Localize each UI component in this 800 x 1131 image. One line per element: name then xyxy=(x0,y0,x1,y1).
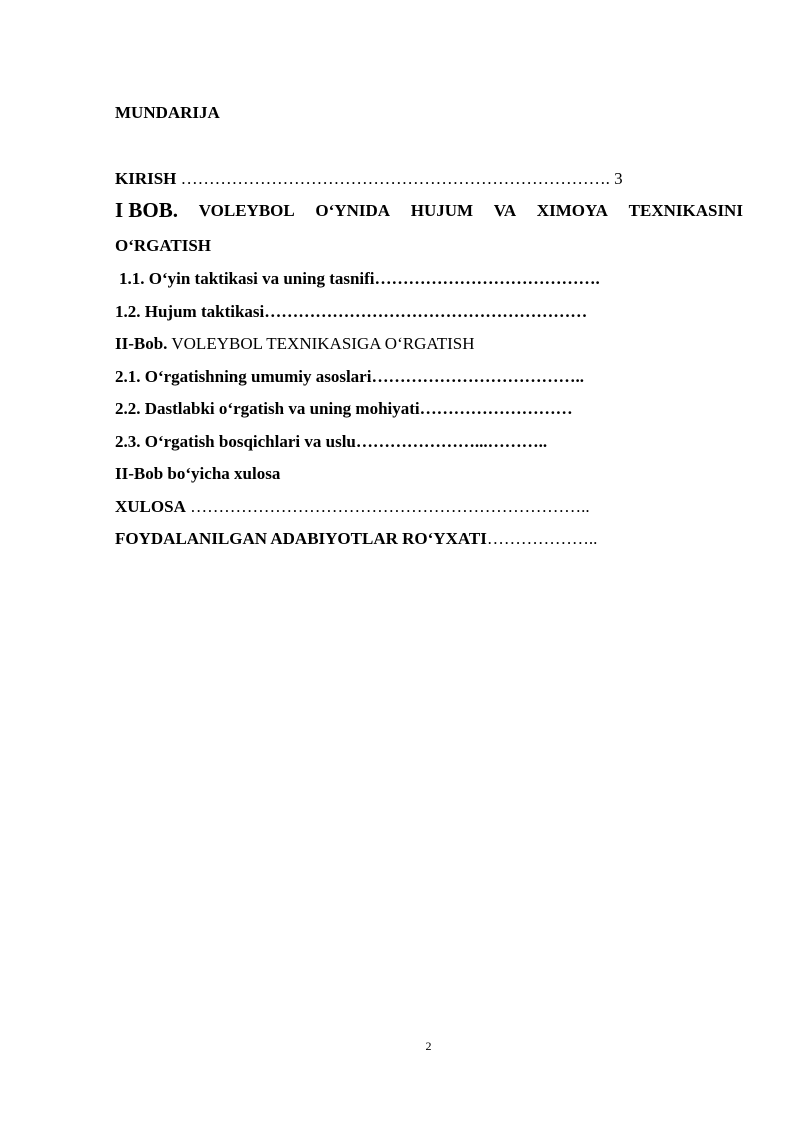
toc-entry-label: 2.1. O‘rgatishning umumiy asoslari xyxy=(115,367,372,386)
toc-entry-bob2[interactable] xyxy=(115,334,475,354)
toc-page-number: 3 xyxy=(614,169,623,188)
toc-leader-dots: …………………...……….. xyxy=(355,432,548,451)
toc-leader-dots: ……………………… xyxy=(419,399,573,418)
toc-entry-label: 2.2. Dastlabki o‘rgatish va uning mohiyati xyxy=(115,399,420,418)
toc-entry-label: 2.3. O‘rgatish bosqichlari va uslu xyxy=(115,432,356,451)
toc-entry-label: 1.1. O‘yin taktikasi va uning tasnifi xyxy=(119,269,375,288)
toc-leader-dots: …………………………………………………………………. xyxy=(176,169,615,188)
toc-leader-dots: ………………………………………………… xyxy=(264,302,588,321)
toc-entry-bob1-continued: O‘RGATISH xyxy=(115,236,212,255)
toc-leader-dots: ……………….. xyxy=(486,529,598,548)
toc-bob1-word: O‘YNIDA xyxy=(315,201,391,220)
page-title: MUNDARIJA xyxy=(115,103,220,122)
toc-leader-dots: ……………………………….. xyxy=(371,367,584,386)
toc-leader-dots: …………………………………………………………….. xyxy=(185,497,590,516)
toc-entry-prefix: II-Bob. xyxy=(115,334,168,353)
toc-entry-label: VOLEYBOL TEXNIKASIGA O‘RGATISH xyxy=(167,334,475,353)
toc-entry-xulosa[interactable] xyxy=(115,497,590,517)
toc-leader-dots: …………………………………. xyxy=(374,269,600,288)
toc-entry-1-2[interactable] xyxy=(115,302,587,322)
toc-entry-label: KIRISH xyxy=(115,169,177,188)
toc-bob1-word: HUJUM xyxy=(410,201,474,220)
toc-entry-foydalanilgan[interactable] xyxy=(115,529,597,549)
toc-bob1-word: VOLEYBOL xyxy=(198,201,295,220)
toc-entry-kirish[interactable] xyxy=(115,169,623,189)
toc-entry-bob1[interactable] xyxy=(115,198,743,222)
toc-entry-2-1[interactable] xyxy=(115,367,584,387)
toc-entry-label: FOYDALANILGAN ADABIYOTLAR RO‘YXATI xyxy=(115,529,487,548)
toc-bob1-word: VA xyxy=(493,201,517,220)
toc-entry-2-2[interactable] xyxy=(115,399,573,419)
toc-entry-2-3[interactable] xyxy=(115,432,547,452)
toc-entry-label: XULOSA xyxy=(115,497,186,516)
toc-entry-bob2-summary[interactable] xyxy=(115,464,280,484)
toc-entry-1-1[interactable] xyxy=(119,269,600,289)
toc-entry-label: II-Bob bo‘yicha xulosa xyxy=(115,464,281,483)
toc-entry-label: 1.2. Hujum taktikasi xyxy=(115,302,265,321)
toc-bob1-word: I BOB. xyxy=(115,198,179,222)
toc-bob1-word: XIMOYA xyxy=(536,201,608,220)
page-number: 2 xyxy=(425,1039,432,1053)
toc-bob1-word: TEXNIKASINI xyxy=(628,201,743,220)
